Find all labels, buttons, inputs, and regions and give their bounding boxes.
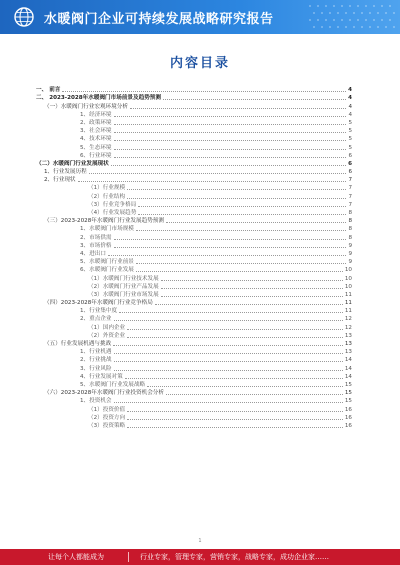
toc-entry-page: 7 [348,201,352,208]
dot-pattern-decoration [290,0,400,34]
toc-dot-leader [113,345,343,346]
toc-entry-page: 9 [348,242,352,249]
toc-entry-page: 14 [344,373,352,380]
toc-entry[interactable] [36,283,352,291]
toc-dot-leader [161,288,343,289]
toc-dot-leader [166,222,346,223]
toc-entry[interactable] [36,381,352,389]
toc-entry[interactable] [36,143,352,151]
toc-entry-text: 前言 [49,87,61,94]
toc-dot-leader [127,411,343,412]
toc-entry[interactable] [36,152,352,160]
toc-dot-leader [127,337,343,338]
toc-entry-text: 5、水暖阀门行业前景 [80,259,134,266]
toc-entry-page: 6 [348,152,352,159]
toc-dot-leader [136,271,343,272]
toc-entry[interactable] [36,209,352,217]
toc-entry-page: 5 [348,128,352,135]
toc-entry-page: 8 [348,234,352,241]
toc-dot-leader [114,239,347,240]
toc-dot-leader [114,402,343,403]
toc-entry-text: 4、进出口 [80,250,106,257]
toc-dot-leader [114,149,347,150]
toc-entry-page: 6 [348,160,352,167]
toc-entry[interactable] [36,160,352,168]
toc-entry-text: 5、水暖阀门行业发展战略 [80,381,146,388]
toc-entry[interactable] [36,225,352,233]
toc-dot-leader [62,91,346,92]
toc-dot-leader [119,312,343,313]
toc-entry[interactable] [36,242,352,250]
toc-entry[interactable] [36,119,352,127]
toc-dot-leader [114,247,347,248]
toc-dot-leader [130,108,347,109]
toc-entry-page: 13 [344,349,352,356]
toc-entry[interactable] [36,192,352,200]
toc-entry[interactable] [36,373,352,381]
toc-entry[interactable] [36,250,352,258]
toc-dot-leader [166,394,343,395]
toc-dot-leader [127,329,343,330]
toc-entry-text: （1）国内企业 [88,324,126,331]
toc-entry[interactable] [36,135,352,143]
toc-dot-leader [78,181,347,182]
footer-tagline: 行业专家，管理专家，营销专家，战略专家，成功企业家…… [140,553,329,561]
toc-entry-text: （六）2023-2028年水暖阀门行业投资机会分析 [44,390,164,397]
toc-entry-page: 8 [348,210,352,216]
toc-entry-text: 1、经济环境 [80,111,112,118]
toc-entry-page: 4 [348,87,352,94]
toc-entry-text: 1、行业机遇 [80,349,112,356]
toc-entry-number: 一、 [36,87,48,94]
page-number: 1 [198,538,202,544]
toc-entry[interactable] [36,102,352,110]
toc-entry-page: 11 [344,300,352,307]
footer-slogan: 让每个人都能成为 [48,553,104,561]
toc-dot-leader [114,320,343,321]
toc-entry-text: （五）行业发展机遇与挑战 [44,341,112,347]
toc-entry-page: 10 [344,283,352,290]
toc-entry[interactable] [36,397,352,405]
toc-entry-page: 5 [348,119,352,126]
toc-entry-text: 2023-2028年水暖阀门市场前景及趋势预测 [49,95,161,102]
toc-entry-page: 12 [344,324,352,331]
toc-entry-text: （二）水暖阀门行业发展现状 [36,160,109,167]
toc-dot-leader [161,280,343,281]
toc-entry[interactable] [36,258,352,266]
toc-dot-leader [127,189,346,190]
toc-entry-text: 2、政策环境 [80,119,112,126]
toc-entry[interactable] [36,184,352,192]
toc-dot-leader [127,198,346,199]
toc-entry-text: 2、行业挑战 [80,357,112,364]
toc-entry[interactable] [36,364,352,372]
toc-entry-text: 2、市场供需 [80,234,112,241]
toc-entry[interactable] [36,111,352,119]
toc-dot-leader [138,214,346,215]
toc-dot-leader [111,165,346,166]
toc-entry-page: 10 [344,267,352,274]
toc-dot-leader [114,353,343,354]
toc-entry-page: 16 [344,406,352,413]
toc-dot-leader [161,296,343,297]
toc-entry-text: 6、水暖阀门行业发展 [80,267,134,274]
toc-dot-leader [114,132,347,133]
toc-entry-text: 6、行业环境 [80,152,112,159]
toc-entry-text: 3、行业风险 [80,365,112,372]
table-of-contents [36,86,352,430]
toc-entry-page: 12 [344,316,352,323]
toc-entry-text: （2）外资企业 [88,332,126,339]
toc-entry[interactable] [36,348,352,356]
toc-entry[interactable] [36,168,352,176]
toc-entry[interactable] [36,233,352,241]
toc-entry-page: 13 [344,341,352,347]
toc-entry[interactable] [36,332,352,340]
toc-dot-leader [114,124,347,125]
toc-entry-text: （1）投资价值 [88,406,126,413]
toc-entry-text: 1、水暖阀门市场规模 [80,226,134,233]
toc-entry-page: 4 [348,95,352,102]
toc-entry-page: 5 [348,144,352,151]
toc-entry[interactable] [36,176,352,184]
toc-entry-text: 5、生态环境 [80,144,112,151]
toc-entry[interactable] [36,217,352,225]
toc-entry-text: 1、行业集中度 [80,308,118,315]
toc-entry-page: 8 [348,218,352,225]
toc-entry-text: 1、行业发展历程 [44,169,87,176]
globe-logo-icon [14,7,34,27]
toc-entry-page: 9 [348,250,352,257]
toc-dot-leader [114,361,343,362]
toc-entry-text: 3、市场价格 [80,242,112,249]
toc-entry-page: 15 [344,390,352,397]
toc-entry-text: （1）行业规模 [88,185,126,192]
toc-entry-text: 2、重点企业 [80,316,112,323]
toc-entry-page: 15 [344,398,352,405]
toc-dot-leader [127,419,343,420]
toc-entry[interactable] [36,307,352,315]
toc-dot-leader [138,206,346,207]
toc-dot-leader [136,263,347,264]
toc-entry-text: （2）水暖阀门行业产品发展 [88,283,159,290]
toc-entry-page: 9 [348,259,352,266]
toc-entry-text: （1）水暖阀门行业技术发展 [88,275,159,282]
toc-entry[interactable] [36,340,352,348]
toc-entry[interactable] [36,405,352,413]
toc-entry-page: 7 [348,193,352,200]
toc-entry-page: 10 [344,275,352,282]
toc-entry-page: 16 [344,414,352,421]
toc-dot-leader [147,386,343,387]
toc-entry[interactable] [36,315,352,323]
toc-entry-page: 6 [348,169,352,176]
footer-divider [128,552,129,562]
toc-entry-page: 11 [344,291,352,298]
toc-dot-leader [89,173,347,174]
toc-entry-text: （2）行业结构 [88,193,126,200]
toc-entry[interactable] [36,266,352,274]
toc-entry-page: 7 [348,177,352,184]
toc-entry[interactable] [36,86,352,94]
document-footer [0,549,400,565]
toc-entry-text: 2、行业现状 [44,177,76,184]
document-title: 水暖阀门企业可持续发展战略研究报告 [44,12,274,27]
toc-heading: 内容目录 [169,56,230,71]
toc-entry-number: 二、 [36,95,48,102]
toc-entry-page: 5 [348,136,352,143]
toc-entry[interactable] [36,389,352,397]
toc-dot-leader [114,370,343,371]
toc-entry-page: 7 [348,185,352,192]
toc-entry[interactable] [36,356,352,364]
toc-entry-page: 11 [344,308,352,315]
toc-entry-text: 4、行业发展对策 [80,373,123,380]
toc-entry-page: 14 [344,365,352,372]
document-header [0,0,400,34]
toc-entry-page: 16 [344,422,352,429]
toc-entry-text: （三）2023-2028年水暖阀门行业发展趋势预测 [44,218,164,225]
toc-entry[interactable] [36,94,352,102]
toc-entry-page: 13 [344,332,352,339]
toc-entry[interactable] [36,291,352,299]
toc-entry-text: 1、投资机会 [80,398,112,405]
toc-entry[interactable] [36,127,352,135]
toc-entry-text: 4、技术环境 [80,136,112,143]
toc-dot-leader [114,157,347,158]
toc-entry-page: 4 [348,111,352,118]
toc-dot-leader [136,230,347,231]
toc-entry[interactable] [36,414,352,422]
toc-dot-leader [125,378,343,379]
toc-entry[interactable] [36,299,352,307]
toc-entry-text: （3）水暖阀门行业市场发展 [88,291,159,298]
toc-dot-leader [155,304,343,305]
toc-entry-text: （四）2023-2028年水暖阀门行业竞争格局 [44,300,153,307]
toc-dot-leader [127,427,343,428]
toc-entry[interactable] [36,201,352,209]
toc-entry-text: （3）行业竞争格局 [88,201,137,208]
toc-dot-leader [108,255,347,256]
toc-entry-text: （3）投资策略 [88,422,126,429]
toc-entry[interactable] [36,274,352,282]
toc-dot-leader [114,140,347,141]
toc-dot-leader [114,116,347,117]
toc-entry-text: （2）投资方向 [88,414,126,421]
toc-entry-text: 3、社会环境 [80,128,112,135]
toc-entry-text: （4）行业发展趋势 [88,210,137,216]
toc-entry[interactable] [36,422,352,430]
toc-entry-page: 8 [348,226,352,233]
toc-entry-page: 4 [348,103,352,110]
toc-entry-page: 14 [344,357,352,364]
toc-entry-page: 15 [344,381,352,388]
toc-dot-leader [163,99,346,100]
toc-entry-text: （一）水暖阀门行业宏观环境分析 [44,103,128,110]
toc-entry[interactable] [36,323,352,331]
